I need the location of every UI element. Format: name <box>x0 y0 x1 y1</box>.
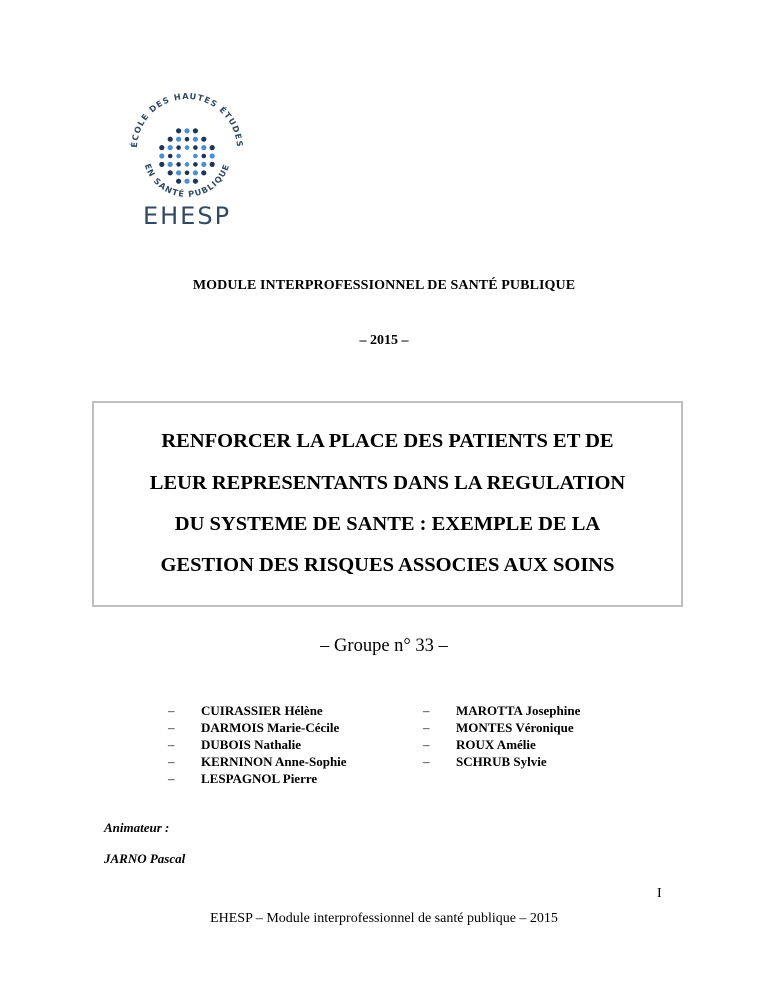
member-name: KERNINON Anne-Sophie <box>201 754 347 769</box>
logo-dot <box>184 179 189 184</box>
list-bullet: – <box>423 703 430 718</box>
title-line-1: RENFORCER LA PLACE DES PATIENTS ET DE <box>161 430 614 452</box>
logo-dot <box>201 162 206 167</box>
logo-dot <box>168 154 173 159</box>
logo-dot <box>168 162 173 167</box>
member-name: DUBOIS Nathalie <box>201 737 302 752</box>
logo-dot <box>202 154 207 159</box>
logo-wordmark: EHESP <box>142 202 232 230</box>
list-bullet: – <box>168 771 175 786</box>
list-item <box>168 736 408 753</box>
logo-dot <box>210 153 215 158</box>
list-bullet: – <box>423 737 430 752</box>
logo-dot <box>185 145 190 150</box>
list-bullet: – <box>168 720 175 735</box>
list-bullet: – <box>423 720 430 735</box>
list-item <box>168 770 408 787</box>
logo-arc-top: ÉCOLE DES HAUTES ÉTUDES <box>128 90 246 149</box>
title-line-2: LEUR REPRESENTANTS DANS LA REGULATION <box>149 472 626 494</box>
logo-dot <box>193 162 198 167</box>
logo-dot <box>185 162 190 167</box>
logo-dot <box>210 162 215 167</box>
list-item <box>168 702 408 719</box>
logo-dot <box>176 162 181 167</box>
members-list-right <box>423 702 663 770</box>
list-item <box>168 719 408 736</box>
list-item <box>423 702 663 719</box>
list-bullet: – <box>423 754 430 769</box>
member-name: MAROTTA Josephine <box>456 703 581 718</box>
logo-dot <box>193 154 198 159</box>
group-number: – Groupe n° 33 – <box>320 636 448 656</box>
logo-dot <box>159 145 164 150</box>
module-title: MODULE INTERPROFESSIONNEL DE SANTÉ PUBLIQUE <box>192 278 576 293</box>
animator-label: Animateur : <box>104 820 170 835</box>
logo-dot <box>176 170 181 175</box>
logo-dot <box>201 145 206 150</box>
logo-dot <box>210 145 215 150</box>
members-list-left <box>168 702 408 787</box>
list-bullet: – <box>168 703 175 718</box>
member-name: CUIRASSIER Hélène <box>201 703 323 718</box>
member-name: SCHRUB Sylvie <box>456 754 547 769</box>
logo-dot <box>193 137 198 142</box>
logo-dot <box>176 128 181 133</box>
logo-dot <box>193 145 198 150</box>
page-footer: EHESP – Module interprofessionnel de santé publique – 2015 <box>210 911 558 926</box>
logo-dot <box>159 153 164 158</box>
title-line-3: DU SYSTEME DE SANTE : EXEMPLE DE LA <box>174 513 601 535</box>
logo-dot <box>168 170 173 175</box>
logo-dot <box>168 137 173 142</box>
list-item <box>423 736 663 753</box>
logo-dot <box>185 137 190 142</box>
logo-dot <box>176 154 181 159</box>
logo-dot <box>193 179 198 184</box>
logo-dot <box>176 145 181 150</box>
list-item <box>423 719 663 736</box>
ehesp-logo-graphic <box>128 86 258 236</box>
thesis-title-box <box>92 401 683 607</box>
animator-name: JARNO Pascal <box>104 851 186 866</box>
member-name: DARMOIS Marie-Cécile <box>201 720 340 735</box>
logo-dot <box>201 170 206 175</box>
logo-dot <box>176 137 181 142</box>
logo-dot <box>176 179 181 184</box>
logo-dot <box>168 145 173 150</box>
title-line-4: GESTION DES RISQUES ASSOCIES AUX SOINS <box>160 554 615 576</box>
year-label: – 2015 – <box>359 333 409 348</box>
logo-dot <box>159 162 164 167</box>
list-item <box>423 753 663 770</box>
member-name: ROUX Amélie <box>456 737 536 752</box>
logo-arc-bottom: EN SANTÉ PUBLIQUE <box>142 162 232 199</box>
logo-dot <box>184 128 189 133</box>
logo-dot <box>193 128 198 133</box>
list-item <box>168 753 408 770</box>
member-name: LESPAGNOL Pierre <box>201 771 318 786</box>
list-bullet: – <box>168 754 175 769</box>
list-bullet: – <box>168 737 175 752</box>
logo-dot-pattern <box>159 128 215 184</box>
ehesp-logo <box>128 86 258 236</box>
page-number: I <box>657 886 662 901</box>
logo-dot <box>201 137 206 142</box>
logo-dot <box>193 170 198 175</box>
logo-dot <box>185 171 190 176</box>
member-name: MONTES Véronique <box>456 720 574 735</box>
